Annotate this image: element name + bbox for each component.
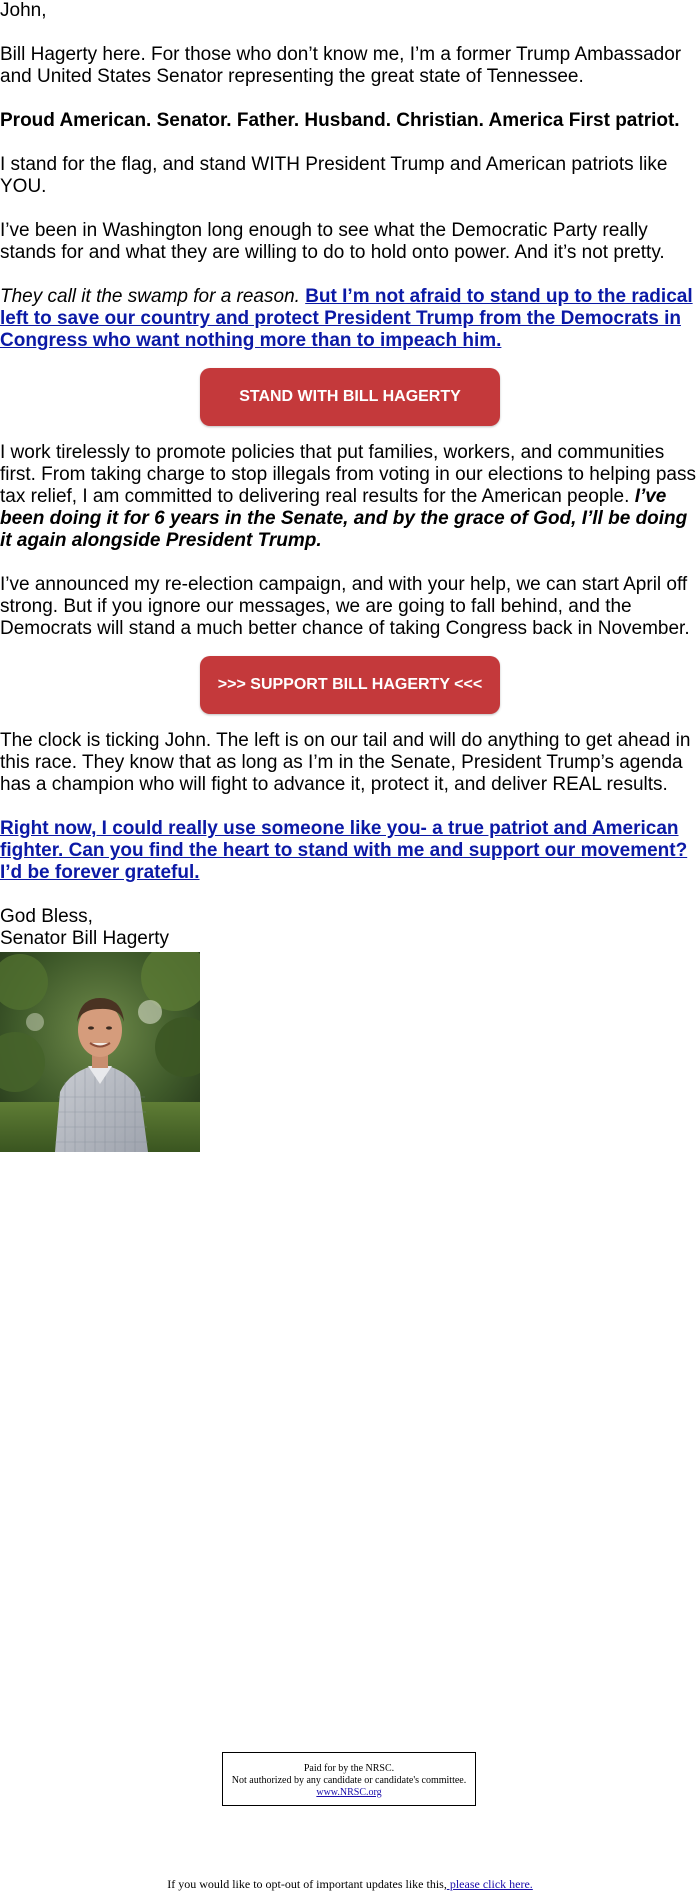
button-2-wrap: [0, 656, 700, 714]
policies-text: I work tirelessly to promote policies that put families, workers, and communities first. From taking charge to stop illegals from voting in our elections to helping pass tax relief, I am committed to delivering real results for the American people.: [0, 442, 696, 507]
support-button[interactable]: >>> SUPPORT BILL HAGERTY <<<: [200, 656, 500, 714]
optout-text: If you would like to opt-out of important updates like this,: [167, 1877, 447, 1891]
washington-paragraph: I’ve been in Washington long enough to see what the Democratic Party really stands for and what they are willing to do to hold onto power. And it’s not pretty.: [0, 220, 665, 263]
swamp-link[interactable]: But I’m not afraid to stand up to the radical left to save our country and protect President Trump from the Democrats in Congress who want nothing more than to impeach him.: [0, 286, 693, 351]
swamp-italic: They call it the swamp for a reason.: [0, 286, 300, 307]
senator-photo: [0, 952, 200, 1152]
footer-disclaimer: [222, 1752, 476, 1806]
swamp-paragraph: [0, 286, 700, 352]
campaign-paragraph: I’ve announced my re-election campaign, and with your help, we can start April off strong. But if you ignore our messages, we are going to fall behind, and the Democrats will stand a much better chance of taking Congress back in November.: [0, 574, 690, 639]
senator-portrait-image: [0, 952, 200, 1152]
nrsc-website-link[interactable]: www.NRSC.org: [316, 1787, 382, 1798]
paid-for-text: Paid for by the NRSC.: [303, 1763, 395, 1774]
optout-line: [0, 1877, 700, 1891]
signoff: God Bless,: [0, 906, 93, 927]
policies-bold: I’ve been doing it for 6 years in the Senate, and by the grace of God, I’ll be doing it again alongside President Trump.: [0, 486, 688, 551]
greeting: John,: [0, 0, 47, 21]
button-1-wrap: [0, 368, 700, 426]
right-now-link[interactable]: Right now, I could really use someone like you- a true patriot and American fighter. Can you find the heart to stand with me and support our movement? I’d be forever grateful.: [0, 818, 688, 883]
signature: Senator Bill Hagerty: [0, 928, 169, 949]
clock-paragraph: The clock is ticking John. The left is on our tail and will do anything to get ahead in this race. They know that as long as I’m in the Senate, President Trump’s agenda has a champion who will fight to advance it, protect it, and deliver REAL results.: [0, 730, 691, 795]
flag-paragraph: I stand for the flag, and stand WITH President Trump and American patriots like YOU.: [0, 154, 668, 197]
intro-paragraph: Bill Hagerty here. For those who don’t know me, I’m a former Trump Ambassador and United States Senator representing the great state of Tennessee.: [0, 44, 682, 87]
right-now-paragraph: [0, 818, 700, 884]
optout-link[interactable]: please click here.: [446, 1877, 533, 1891]
not-authorized-text: Not authorized by any candidate or candidate's committee.: [231, 1775, 467, 1786]
tagline: Proud American. Senator. Father. Husband. Christian. America First patriot.: [0, 110, 680, 131]
policies-paragraph: [0, 442, 700, 552]
stand-with-button[interactable]: STAND WITH BILL HAGERTY: [200, 368, 500, 426]
